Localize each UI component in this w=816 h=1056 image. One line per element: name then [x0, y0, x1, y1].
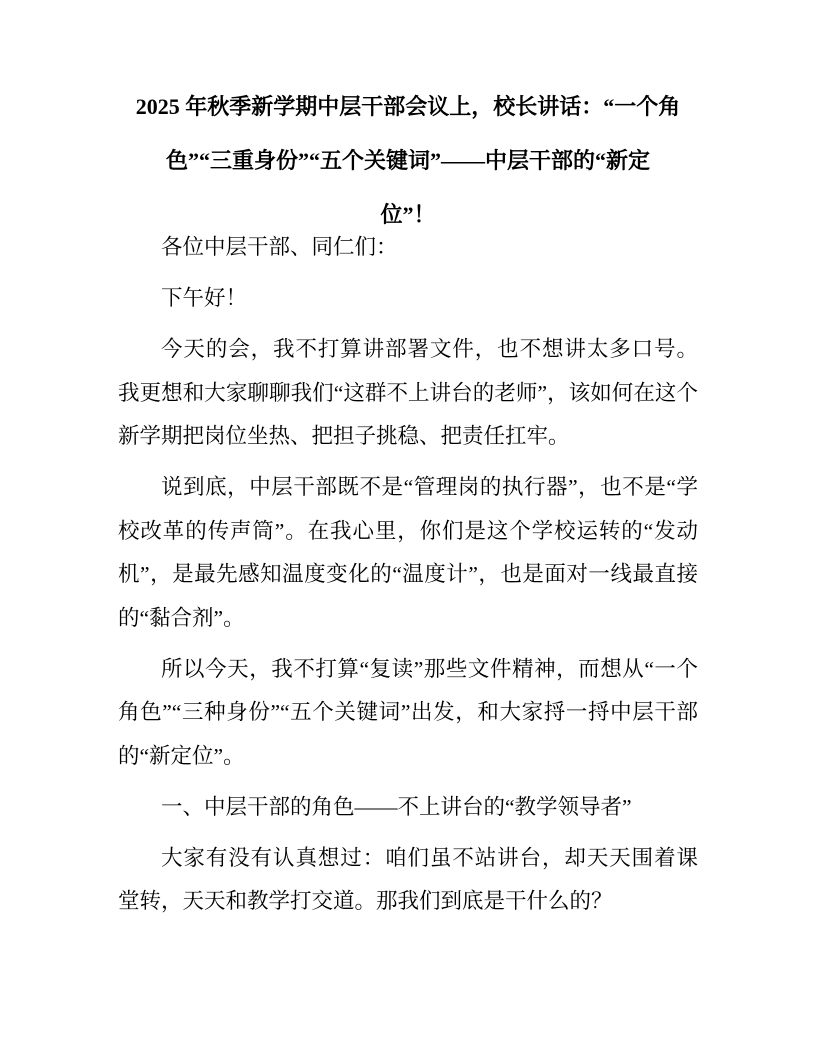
body-paragraph-1: 今天的会，我不打算讲部署文件，也不想讲太多口号。我更想和大家聊聊我们“这群不上讲台的老师”，该如何在这个新学期把岗位坐热、把担子挑稳、把责任扛牢。 — [118, 337, 698, 448]
body-paragraph-2: 说到底，中层干部既不是“管理岗的执行器”，也不是“学校改革的传声筒”。在我心里，你们是这个学校运转的“发动机”，是最先感知温度变化的“温度计”，也是面对一线最直接的“黏合剂”。 — [118, 475, 698, 630]
document-title — [118, 80, 698, 242]
greeting-paragraph: 下午好！ — [161, 286, 248, 310]
section-1-heading: 一、中层干部的角色——不上讲台的“教学领导者” — [161, 794, 632, 819]
salutation-paragraph: 各位中层干部、同仁们： — [161, 235, 398, 259]
document-title-line-3: 位”！ — [380, 202, 436, 227]
document-title-line-1: 2025 年秋季新学期中层干部会议上，校长讲话：“一个角 — [135, 94, 681, 119]
body-paragraph-4: 大家有没有认真想过：咱们虽不站讲台，却天天围着课堂转，天天和教学打交道。那我们到底是干什么的？ — [118, 845, 698, 913]
body-paragraph-3: 所以今天，我不打算“复读”那些文件精神，而想从“一个角色”“三种身份”“五个关键词”出发，和大家捋一捋中层干部的“新定位”。 — [118, 656, 698, 768]
document-title-line-2: 色”“三重身份”“五个关键词”——中层干部的“新定 — [165, 148, 650, 173]
